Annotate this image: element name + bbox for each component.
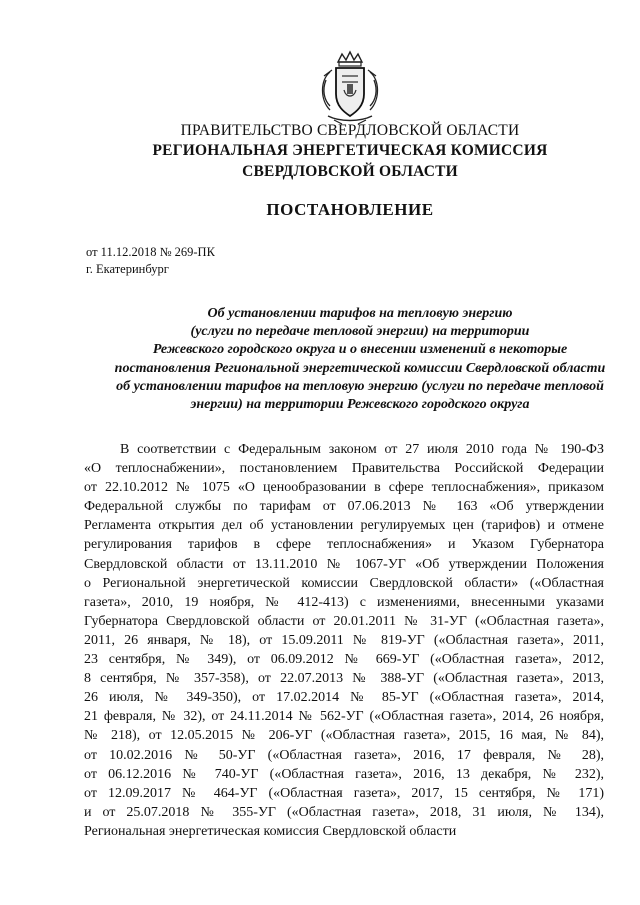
org-name-region: СВЕРДЛОВСКОЙ ОБЛАСТИ <box>242 163 458 180</box>
subject-line: Об установлении тарифов на тепловую энергию <box>207 306 513 321</box>
body-line: о Региональной энергетической комиссии Свердловской области» («Областная <box>84 575 604 591</box>
document-subject <box>110 305 610 414</box>
body-line: Губернатора Свердловской области от 20.01.2011 № 31-УГ («Областная газета», <box>84 613 604 629</box>
body-line: 21 февраля, № 32), от 24.11.2014 № 562-УГ («Областная газета», 2014, 26 ноября, <box>84 709 604 725</box>
body-line: от 10.02.2016 № 50-УГ («Областная газета», 2016, 17 февраля, № 28), <box>84 747 604 763</box>
body-line: Региональная энергетическая комиссия Свердловской области <box>84 823 457 839</box>
body-line: 23 сентября, № 349), от 06.09.2012 № 669-УГ («Областная газета», 2012, <box>84 652 604 668</box>
subject-line: постановления Региональной энергетической комиссии Свердловской области <box>114 360 606 376</box>
body-line: Федеральной службы по тарифам от 07.06.2013 № 163 «Об утверждении <box>84 499 604 515</box>
body-line: от 06.12.2016 № 740-УГ («Областная газета», 2016, 13 декабря, № 232), <box>84 766 604 782</box>
body-line: 2011, 26 января, № 18), от 15.09.2011 № 819-УГ («Областная газета», 2011, <box>84 632 604 648</box>
body-line: от 22.10.2012 № 1075 «О ценообразовании в сфере теплоснабжения», приказом <box>84 480 604 496</box>
subject-line: энергии) на территории Режевского городского округа <box>190 397 530 413</box>
body-line: газета», 2010, 19 ноября, № 412-413) с изменениями, внесенными указами <box>84 594 604 610</box>
document-date-number: от 11.12.2018 № 269-ПК <box>86 245 215 259</box>
subject-line: об установлении тарифов на тепловую энергию (услуги по передаче тепловой <box>116 378 604 394</box>
body-line: регулирования тарифов в сфере теплоснабжения» и Указом Губернатора <box>84 537 604 553</box>
body-line: 26 июля, № 349-350), от 17.02.2014 № 85-УГ («Областная газета», 2014, <box>84 690 604 706</box>
body-line: от 12.09.2017 № 464-УГ («Областная газета», 2017, 15 сентября, № 171) <box>84 785 604 801</box>
org-name-commission: РЕГИОНАЛЬНАЯ ЭНЕРГЕТИЧЕСКАЯ КОМИССИЯ <box>152 142 548 159</box>
org-name-government: ПРАВИТЕЛЬСТВО СВЕРДЛОВСКОЙ ОБЛАСТИ <box>180 122 520 139</box>
body-line: «О теплоснабжении», постановлением Правительства Российской Федерации <box>84 461 604 477</box>
body-line: Свердловской области от 13.11.2010 № 1067-УГ «Об утверждении Положения <box>84 556 604 572</box>
document-title: ПОСТАНОВЛЕНИЕ <box>266 200 434 219</box>
body-line: В соответствии с Федеральным законом от 27 июля 2010 года № 190-ФЗ <box>120 442 604 457</box>
coat-of-arms-icon <box>312 50 388 126</box>
subject-line: Режевского городского округа и о внесении изменений в некоторые <box>152 342 568 358</box>
body-line: № 218), от 12.05.2015 № 206-УГ («Областная газета», 2015, 16 мая, № 84), <box>84 728 604 744</box>
body-line: Регламента открытия дел об установлении регулируемых цен (тарифов) и отмене <box>84 518 604 534</box>
body-line: и от 25.07.2018 № 355-УГ («Областная газета», 2018, 31 июля, № 134), <box>84 804 604 820</box>
body-line: 8 сентября, № 357-358), от 22.07.2013 № 388-УГ («Областная газета», 2013, <box>84 671 604 687</box>
subject-line: (услуги по передаче тепловой энергии) на территории <box>190 324 530 340</box>
document-city: г. Екатеринбург <box>86 262 169 276</box>
document-body <box>84 440 604 841</box>
